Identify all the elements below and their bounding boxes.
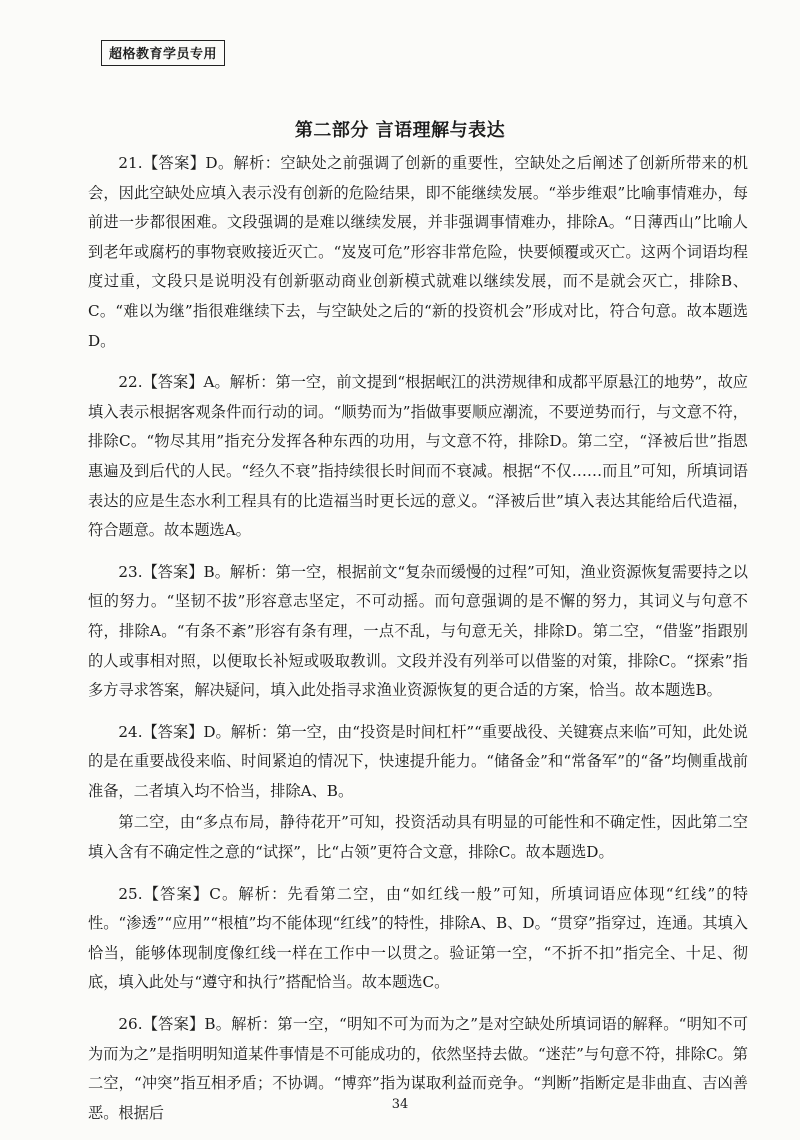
answer-paragraph-25: 25.【答案】C。解析：先看第二空，由“如红线一般”可知，所填词语应体现“红线”的特性。“渗透”“应用”“根植”均不能体现“红线”的特性，排除A、B、D。“贯穿”指穿过，连通。其填入恰当，能够体现制度像红线一样在工作中一以贯之。验证第一空，“不折不扣”指完全、十足、彻底，填入此处与“遵守和执行”搭配恰当。故本题选C。 xyxy=(88,884,748,992)
answer-paragraph-21: 21.【答案】D。解析：空缺处之前强调了创新的重要性，空缺处之后阐述了创新所带来的机会，因此空缺处应填入表示没有创新的危险结果，即不能继续发展。“举步维艰”比喻事情难办，每前进一步都很困难。文段强调的是难以继续发展，并非强调事情难办，排除A。“日薄西山”比喻人到老年或腐朽的事物衰败接近灭亡。“岌岌可危”形容非常危险，快要倾覆或灭亡。这两个词语均程度过重，文段只是说明没有创新驱动商业创新模式就难以继续发展，而不是就会灭亡，排除B、C。“难以为继”指很难继续下去，与空缺处之后的“新的投资机会”形成对比，符合句意。故本题选D。 xyxy=(88,154,748,350)
section-title: 第二部分 言语理解与表达 xyxy=(294,120,506,141)
page-number: 34 xyxy=(391,1097,409,1112)
usage-stamp: 超格教育学员专用 xyxy=(101,40,225,66)
answer-paragraph-26: 26.【答案】B。解析：第一空，“明知不可为而为之”是对空缺处所填词语的解释。“明知不可为而为之”是指明明知道某件事情是不可能成功的，依然坚持去做。“迷茫”与句意不符，排除C。第二空，“冲突”指互相矛盾；不协调。“博弈”指为谋取利益而竞争。“判断”指断定是非曲直、吉凶善恶。根据后 xyxy=(88,1015,748,1122)
answer-paragraph-23: 23.【答案】B。解析：第一空，根据前文“复杂而缓慢的过程”可知，渔业资源恢复需要持之以恒的努力。“坚韧不拔”形容意志坚定，不可动摇。而句意强调的是不懈的努力，其词义与句意不符，排除A。“有条不紊”形容有条有理，一点不乱，与句意无关，排除D。第二空，“借鉴”指跟别的人或事相对照，以便取长补短或吸取教训。文段并没有列举可以借鉴的对策，排除C。“探索”指多方寻求答案，解决疑问，填入此处指寻求渔业资源恢复的更合适的方案，恰当。故本题选B。 xyxy=(88,562,748,700)
answer-paragraph-22: 22.【答案】A。解析：第一空，前文提到“根据岷江的洪涝规律和成都平原悬江的地势”，故应填入表示根据客观条件而行动的词。“顺势而为”指做事要顺应潮流，不要逆势而行，与文意不符，排除C。“物尽其用”指充分发挥各种东西的功用，与文意不符，排除D。第二空，“泽被后世”指恩惠遍及到后代的人民。“经久不衰”指持续很长时间而不衰减。根据“不仅……而且”可知，所填词语表达的应是生态水利工程具有的比造福当时更长远的意义。“泽被后世”填入表达其能给后代造福，符合题意。故本题选A。 xyxy=(88,373,748,540)
answer-content xyxy=(88,149,748,1140)
answer-paragraph-24: 24.【答案】D。解析：第一空，由“投资是时间杠杆”“重要战役、关键赛点来临”可知，此处说的是在重要战役来临、时间紧迫的情况下，快速提升能力。“储备金”和“常备军”的“备”均侧重战前准备，二者填入均不恰当，排除A、B。 xyxy=(88,722,748,800)
answer-paragraph-24-cont: 第二空，由“多点布局，静待花开”可知，投资活动具有明显的可能性和不确定性，因此第二空填入含有不确定性之意的“试探”，比“占领”更符合文意，排除C。故本题选D。 xyxy=(88,813,748,862)
